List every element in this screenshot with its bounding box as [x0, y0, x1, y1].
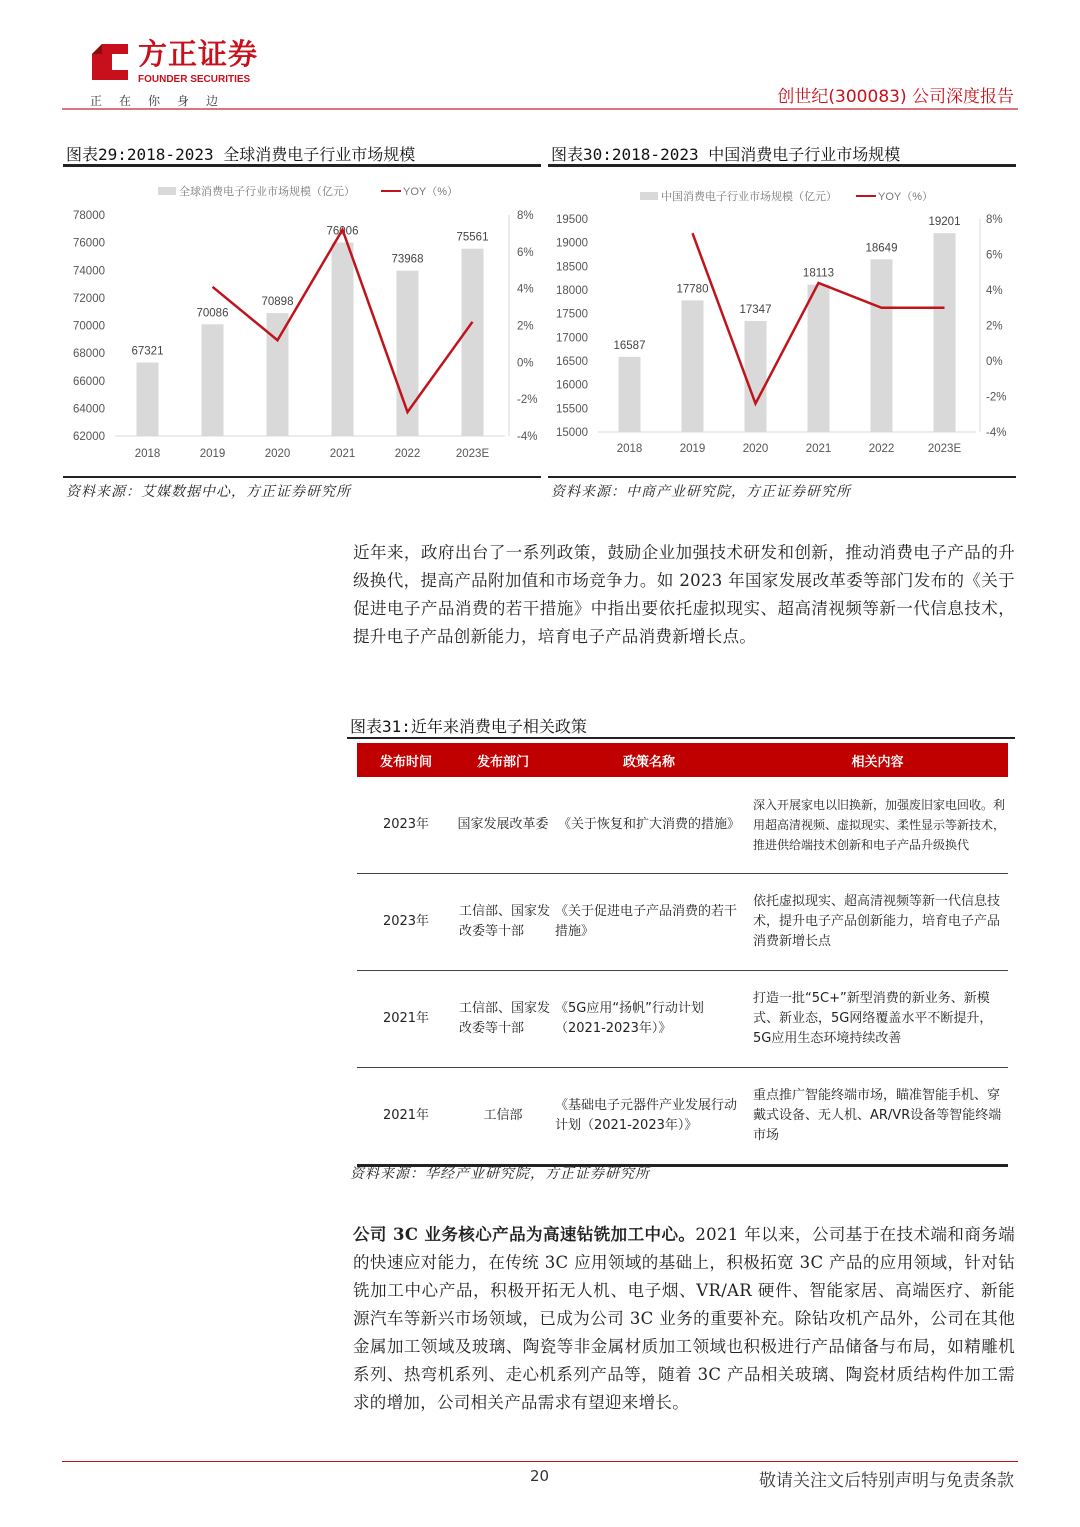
column-header: 发布部门 — [455, 743, 551, 777]
bar-data-label: 67321 — [131, 345, 164, 358]
bar — [332, 243, 354, 436]
x-tick-label: 2021 — [329, 448, 356, 460]
table-header-row — [357, 743, 1008, 777]
cell-policy-name: 《5G应用“扬帆”行动计划（2021-2023年）》 — [551, 971, 747, 1068]
figure-30-source: 资料来源：中商产业研究院，方正证券研究所 — [551, 484, 851, 500]
bar — [934, 233, 956, 432]
figure-30-chart — [548, 172, 1016, 472]
cell-content: 打造一批“5C+”新型消费的新业务、新模式、新业态，5G网络覆盖水平不断提升，5G应用生态环境持续改善 — [747, 971, 1008, 1068]
bar — [619, 357, 641, 432]
y-tick-label: 15500 — [556, 403, 588, 416]
legend-line-label: YOY（%） — [403, 186, 459, 198]
bar-data-label: 70898 — [261, 296, 294, 309]
column-header: 发布时间 — [357, 743, 455, 777]
body-paragraph-1: 近年来，政府出台了一系列政策，鼓励企业加强技术研发和创新，推动消费电子产品的升级换代，提高产品附加值和市场竞争力。如 2023 年国家发展改革委等部门发布的《关于促进电子产品消费的若干措施》中指出要依托虚拟现实、超高清视频等新一代信息技术，提升电子产品创新能力，培育电子产品消费新增长点。 — [353, 543, 1015, 646]
report-title: 创世纪(300083) 公司深度报告 — [777, 87, 1014, 107]
slogan: 正在你身边 — [90, 94, 236, 108]
y2-tick-label: -4% — [986, 427, 1007, 439]
bar-data-label: 76006 — [326, 225, 359, 238]
y2-tick-label: 4% — [986, 285, 1003, 297]
figure-29-bottom-rule — [63, 476, 541, 478]
cell-department: 工信部、国家发改委等十部 — [455, 874, 551, 971]
column-header: 相关内容 — [747, 743, 1008, 777]
bar-data-label: 75561 — [456, 231, 489, 244]
page-number: 20 — [530, 1467, 550, 1485]
x-tick-label: 2021 — [805, 443, 832, 455]
y-tick-label: 66000 — [73, 375, 105, 388]
table-row — [357, 874, 1008, 971]
cell-policy-name: 《基础电子元器件产业发展行动计划（2021-2023年）》 — [551, 1068, 747, 1166]
cell-department: 国家发展改革委 — [455, 777, 551, 874]
y-tick-label: 16000 — [556, 379, 588, 392]
figure-29-title: 图表29:2018-2023 全球消费电子行业市场规模 — [66, 145, 416, 164]
header-divider — [62, 108, 1018, 110]
cell-content: 依托虚拟现实、超高清视频等新一代信息技术，提升电子产品创新能力，培育电子产品消费新增长点 — [747, 874, 1008, 971]
y2-tick-label: -2% — [986, 391, 1007, 404]
y2-tick-label: 6% — [517, 246, 534, 259]
bar — [462, 249, 484, 436]
y-tick-label: 15000 — [556, 427, 588, 439]
y-tick-label: 78000 — [73, 210, 105, 222]
x-tick-label: 2018 — [134, 448, 161, 460]
table-31-title: 图表31:近年来消费电子相关政策 — [350, 717, 587, 736]
y2-tick-label: 8% — [517, 210, 534, 222]
logo-text-cn: 方正证券 — [138, 37, 259, 71]
cell-date: 2021年 — [357, 971, 455, 1068]
bar-data-label: 16587 — [613, 339, 646, 352]
y-tick-label: 70000 — [73, 320, 105, 333]
bar-data-label: 18113 — [802, 267, 835, 280]
x-tick-label: 2023E — [927, 443, 962, 455]
bar — [871, 259, 893, 432]
legend-bar-label: 中国消费电子行业市场规模（亿元） — [661, 191, 837, 203]
y-tick-label: 19500 — [556, 214, 588, 226]
logo-text-en: FOUNDER SECURITIES — [138, 74, 251, 85]
x-tick-label: 2019 — [679, 443, 706, 455]
cell-content: 重点推广智能终端市场，瞄准智能手机、穿戴式设备、无人机、AR/VR设备等智能终端市场 — [747, 1068, 1008, 1166]
bar — [202, 324, 224, 436]
legend-line-label: YOY（%） — [878, 191, 934, 203]
table-31-source: 资料来源：华经产业研究院，方正证券研究所 — [350, 1166, 650, 1182]
figure-30-top-rule — [548, 164, 1016, 167]
bar-data-label: 18649 — [865, 242, 898, 255]
legend-bar-swatch — [640, 192, 658, 200]
paragraph-text: 2021 年以来，公司基于在技术端和商务端的快速应对能力，在传统 3C 应用领域的基础上，积极拓宽 3C 产品的应用领域，针对钻铣加工中心产品，积极开拓无人机、电子烟、VR/AR 硬件、智能家居、高端医疗、新能源汽车等新兴市场领域，已成为公司 3C 业务的重要补充。除钻攻机产品外，公司在其他金属加工领域及玻璃、陶瓷等非金属材质加工领域也积极进行产品储备与布局，如精雕机系列、热弯机系列、走心机系列产品等，随着 3C 产品相关玻璃、陶瓷材质结构件加工需求的增加，公司相关产品需求有望迎来增长。 — [353, 1225, 1015, 1412]
legend-bar-label: 全球消费电子行业市场规模（亿元） — [179, 186, 355, 198]
y2-tick-label: -4% — [517, 431, 538, 443]
y-tick-label: 76000 — [73, 237, 105, 250]
y-tick-label: 68000 — [73, 348, 105, 361]
y2-tick-label: 2% — [986, 320, 1003, 333]
cell-date: 2023年 — [357, 874, 455, 971]
table-row — [357, 1068, 1008, 1166]
footer-divider — [62, 1461, 1018, 1462]
disclaimer-link[interactable]: 敬请关注文后特别声明与免责条款 — [759, 1471, 1014, 1491]
cell-policy-name: 《关于促进电子产品消费的若干措施》 — [551, 874, 747, 971]
cell-department: 工信部 — [455, 1068, 551, 1166]
figure-29-top-rule — [63, 164, 541, 167]
x-tick-label: 2020 — [264, 448, 291, 460]
figure-30-title: 图表30:2018-2023 中国消费电子行业市场规模 — [551, 145, 901, 164]
y-tick-label: 62000 — [73, 431, 105, 443]
founder-logo-icon — [90, 42, 130, 82]
y-tick-label: 17000 — [556, 332, 588, 345]
y2-tick-label: 6% — [986, 249, 1003, 262]
bar-data-label: 17347 — [739, 303, 772, 316]
y-tick-label: 64000 — [73, 403, 105, 416]
y2-tick-label: 0% — [986, 356, 1003, 368]
y-tick-label: 19000 — [556, 237, 588, 250]
cell-date: 2021年 — [357, 1068, 455, 1166]
bar-data-label: 70086 — [196, 307, 229, 320]
cell-policy-name: 《关于恢复和扩大消费的措施》 — [551, 777, 747, 874]
y2-tick-label: 4% — [517, 283, 534, 296]
y2-tick-label: -2% — [517, 394, 538, 407]
bar-data-label: 19201 — [928, 216, 961, 229]
x-tick-label: 2022 — [394, 448, 421, 460]
y-tick-label: 72000 — [73, 292, 105, 305]
x-tick-label: 2020 — [742, 443, 769, 455]
cell-department: 工信部、国家发改委等十部 — [455, 971, 551, 1068]
figure-29-source: 资料来源：艾媒数据中心，方正证券研究所 — [66, 484, 351, 500]
table-row — [357, 777, 1008, 874]
figure-29-chart — [63, 172, 541, 472]
bar — [137, 363, 159, 436]
y-tick-label: 17500 — [556, 308, 588, 321]
bar — [682, 300, 704, 432]
body-paragraph-2 — [353, 1221, 1015, 1417]
y2-tick-label: 2% — [517, 320, 534, 333]
bar — [267, 313, 289, 436]
y2-tick-label: 0% — [517, 357, 534, 370]
x-tick-label: 2018 — [616, 443, 643, 455]
y-tick-label: 74000 — [73, 265, 105, 278]
y2-tick-label: 8% — [986, 214, 1003, 226]
bar — [808, 285, 830, 432]
paragraph-lead: 公司 3C 业务核心产品为高速钻铣加工中心。 — [353, 1225, 696, 1244]
y-tick-label: 18500 — [556, 261, 588, 274]
bar — [745, 321, 767, 432]
table-row — [357, 971, 1008, 1068]
bar-data-label: 17780 — [676, 283, 709, 296]
bar-data-label: 73968 — [391, 253, 424, 266]
figure-30-bottom-rule — [548, 476, 1016, 478]
policy-table — [357, 743, 1008, 1167]
table-31-top-rule — [347, 737, 1015, 739]
cell-content: 深入开展家电以旧换新，加强废旧家电回收。利用超高清视频、虚拟现实、柔性显示等新技术，推进供给端技术创新和电子产品升级换代 — [747, 777, 1008, 874]
x-tick-label: 2022 — [868, 443, 895, 455]
cell-date: 2023年 — [357, 777, 455, 874]
x-tick-label: 2023E — [455, 448, 490, 460]
x-tick-label: 2019 — [199, 448, 226, 460]
y-tick-label: 18000 — [556, 285, 588, 297]
y-tick-label: 16500 — [556, 356, 588, 368]
column-header: 政策名称 — [551, 743, 747, 777]
legend-bar-swatch — [158, 187, 176, 195]
